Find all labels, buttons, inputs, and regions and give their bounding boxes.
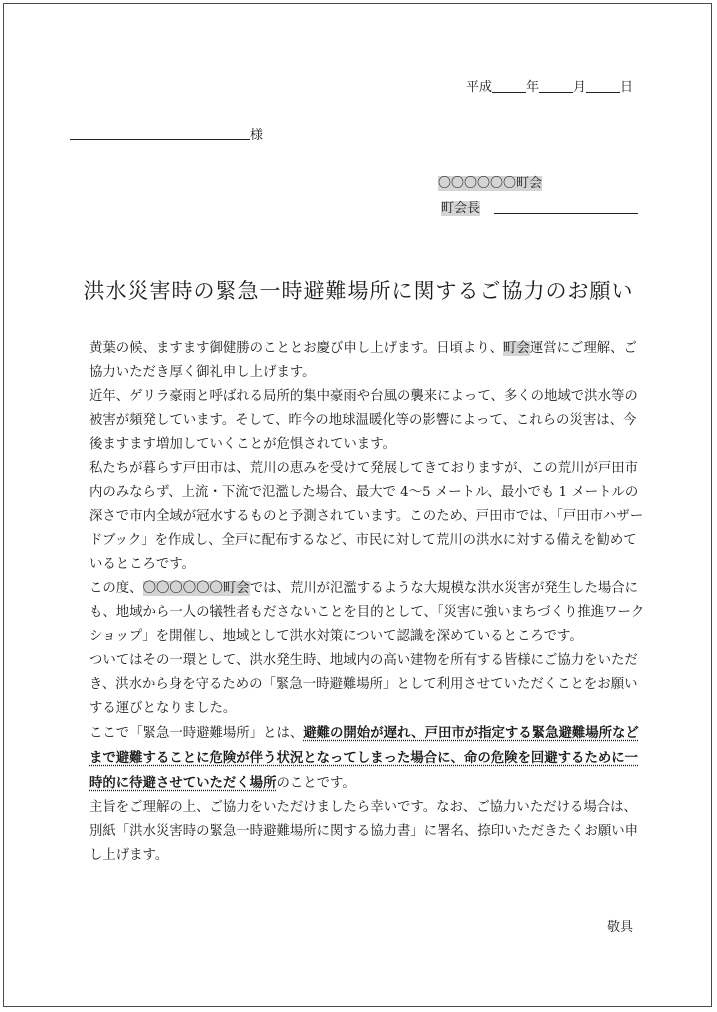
letter-body (75, 337, 649, 868)
paragraph-1-text-b: 運営にご理解、ご協力いただき厚く御礼申し上げます。 (89, 341, 637, 380)
addressee-blank (70, 126, 250, 140)
date-line (466, 76, 633, 95)
sender-org-name: 〇〇〇〇〇〇町会 (438, 176, 543, 191)
paragraph-4-text-b: では、荒川が氾濫するような大規模な洪水災害が発生した場合にも、地域から一人の犠牲者もださないことを目的として、「災害に強いまちづくり推進ワークショップ」を開催し、地域として洪水対策について認識を深めているところです。 (89, 581, 645, 644)
year-blank (492, 79, 526, 93)
day-blank (586, 79, 620, 93)
paragraph-6 (75, 721, 649, 796)
document-page (3, 3, 712, 1007)
sender-org (438, 172, 542, 191)
closing-word: 敬具 (606, 920, 633, 935)
paragraph-6-text-b: のことです。 (276, 776, 356, 791)
paragraph-1-text-a: 黄葉の候、ますます御健勝のこととお慶び申し上げます。日頃より、 (89, 341, 504, 356)
document-title: 洪水災害時の緊急一時避難場所に関するご協力のお願い (83, 279, 634, 303)
date-day-unit: 日 (619, 80, 633, 95)
month-blank (539, 79, 573, 93)
paragraph-4-highlight: 〇〇〇〇〇〇町会 (142, 581, 250, 596)
addressee-honorific: 様 (250, 128, 264, 143)
date-year-unit: 年 (525, 80, 539, 95)
sender-position-label: 町会長 (441, 201, 481, 216)
paragraph-1-highlight: 町会 (503, 341, 530, 356)
date-month-unit: 月 (572, 80, 586, 95)
date-era: 平成 (465, 80, 492, 95)
paragraph-7: 主旨をご理解の上、ご協力をいただけましたら幸いです。なお、ご協力いただける場合は、別紙「洪水災害時の緊急一時避難場所に関する協力書」に署名、捺印いただきたくお願い申し上げます。 (89, 800, 639, 863)
addressee (70, 124, 263, 143)
paragraph-4-text-a: この度、 (89, 581, 143, 596)
paragraph-3: 私たちが暮らす戸田市は、荒川の恵みを受けて発展してきておりますが、この荒川が戸田市内のみならず、上流・下流で氾濫した場合、最大で 4～5 メートル、最小でも 1 メートルの深さで市内全域が冠水するものと予測されています。このため、戸田市では、「戸田市ハザードブック」を作成し、全戸に配布するなど、市民に対して荒川の洪水に対する備えを勧めているところです。 (89, 461, 644, 572)
sender-position (441, 197, 638, 216)
paragraph-6-emphasis: 避難の開始が遅れ、戸田市が指定する緊急避難場所などまで避難することに危険が伴う状況となってしまった場合に、命の危険を回避するために一時的に待避させていただく場所 (89, 725, 639, 791)
paragraph-5: ついてはその一環として、洪水発生時、地域内の高い建物を所有する皆様にご協力をいただき、洪水から身を守るための「緊急一時避難場所」として利用させていただくことをお願いする運びとなりました。 (89, 653, 638, 716)
paragraph-6-text-a: ここで「緊急一時避難場所」とは、 (89, 726, 304, 741)
signature-blank (494, 200, 638, 214)
paragraph-1 (75, 337, 649, 385)
paragraph-2: 近年、ゲリラ豪雨と呼ばれる局所的集中豪雨や台風の襲来によって、多くの地域で洪水等の被害が頻発しています。そして、昨今の地球温暖化等の影響によって、これらの災害は、今後ますます増加していくことが危惧されています。 (89, 389, 638, 452)
paragraph-4 (75, 577, 649, 649)
